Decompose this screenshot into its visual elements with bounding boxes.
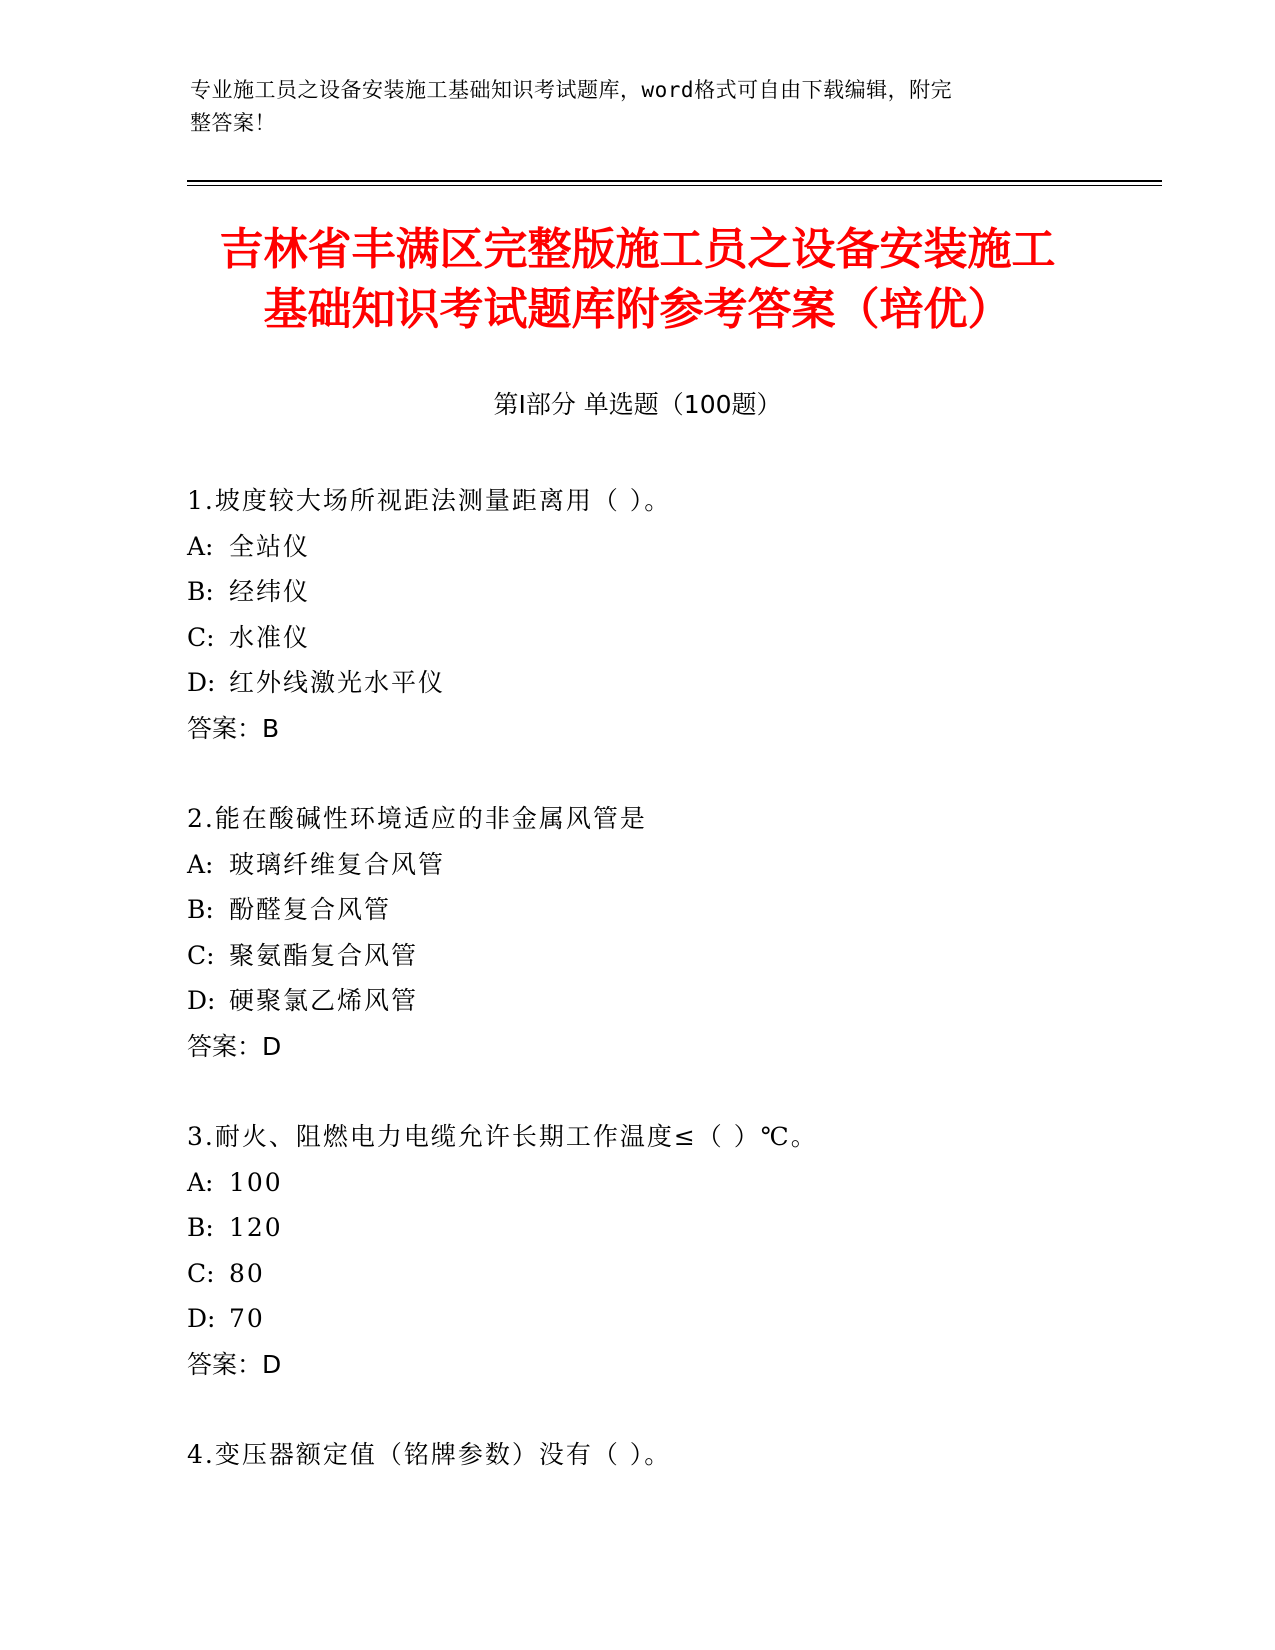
option-d (187, 978, 1087, 1024)
option-b (187, 569, 1087, 615)
question-list (187, 478, 1087, 1523)
option-c (187, 1251, 1087, 1297)
question-item (187, 478, 1087, 751)
question-stem: 2.能在酸碱性环境适应的非金属风管是 (187, 804, 647, 833)
answer-line: 答案：D (187, 1031, 282, 1061)
option-a (187, 1160, 1087, 1206)
header-rule-thick (187, 180, 1162, 182)
section-title: 第Ⅰ部分 单选题（100题） (493, 390, 782, 419)
option-text: 全站仪 (229, 531, 311, 561)
question-item (187, 1114, 1087, 1387)
option-key: D: (187, 668, 216, 697)
option-key: D: (187, 986, 216, 1015)
option-a (187, 842, 1087, 888)
option-text: 硬聚氯乙烯风管 (229, 986, 419, 1015)
option-text: 玻璃纤维复合风管 (229, 849, 446, 879)
option-key: A: (187, 1167, 214, 1197)
option-text: 酚醛复合风管 (229, 895, 392, 924)
option-text: 红外线激光水平仪 (229, 668, 446, 697)
option-key: B: (187, 1213, 214, 1242)
question-stem: 1.坡度较大场所视距法测量距离用（ ）。 (187, 486, 672, 515)
option-key: C: (187, 940, 215, 970)
option-b (187, 1205, 1087, 1251)
document-title-line-2: 基础知识考试题库附参考答案（培优） (263, 284, 1012, 335)
question-item (187, 796, 1087, 1069)
option-key: D: (187, 1304, 216, 1333)
option-a (187, 524, 1087, 570)
option-key: B: (187, 895, 214, 924)
answer-line: 答案：D (187, 1349, 282, 1379)
question-stem: 3.耐火、阻燃电力电缆允许长期工作温度≤（ ）℃。 (187, 1122, 818, 1151)
option-text: 70 (229, 1304, 265, 1333)
option-text: 水准仪 (229, 622, 311, 652)
header-note-line-1: 专业施工员之设备安装施工基础知识考试题库，word格式可自由下载编辑，附完 (190, 78, 953, 102)
option-d (187, 1296, 1087, 1342)
option-text: 100 (229, 1167, 283, 1197)
option-b (187, 887, 1087, 933)
question-stem: 4.变压器额定值（铭牌参数）没有（ ）。 (187, 1440, 672, 1469)
option-c (187, 933, 1087, 979)
option-d (187, 660, 1087, 706)
option-text: 120 (229, 1213, 283, 1242)
option-key: C: (187, 622, 215, 652)
option-text: 经纬仪 (229, 577, 311, 606)
header-note-line-2: 整答案！ (190, 111, 276, 135)
document-title (150, 220, 1125, 340)
header-note (190, 74, 1070, 140)
option-c (187, 615, 1087, 661)
option-text: 80 (229, 1258, 265, 1288)
option-key: B: (187, 577, 214, 606)
document-title-line-1: 吉林省丰满区完整版施工员之设备安装施工 (219, 224, 1056, 275)
option-text: 聚氨酯复合风管 (229, 940, 419, 970)
option-key: A: (187, 849, 214, 879)
option-key: C: (187, 1258, 215, 1288)
option-key: A: (187, 531, 214, 561)
header-rule-thin (187, 185, 1162, 186)
answer-line: 答案：B (187, 713, 280, 743)
question-item (187, 1432, 1087, 1478)
